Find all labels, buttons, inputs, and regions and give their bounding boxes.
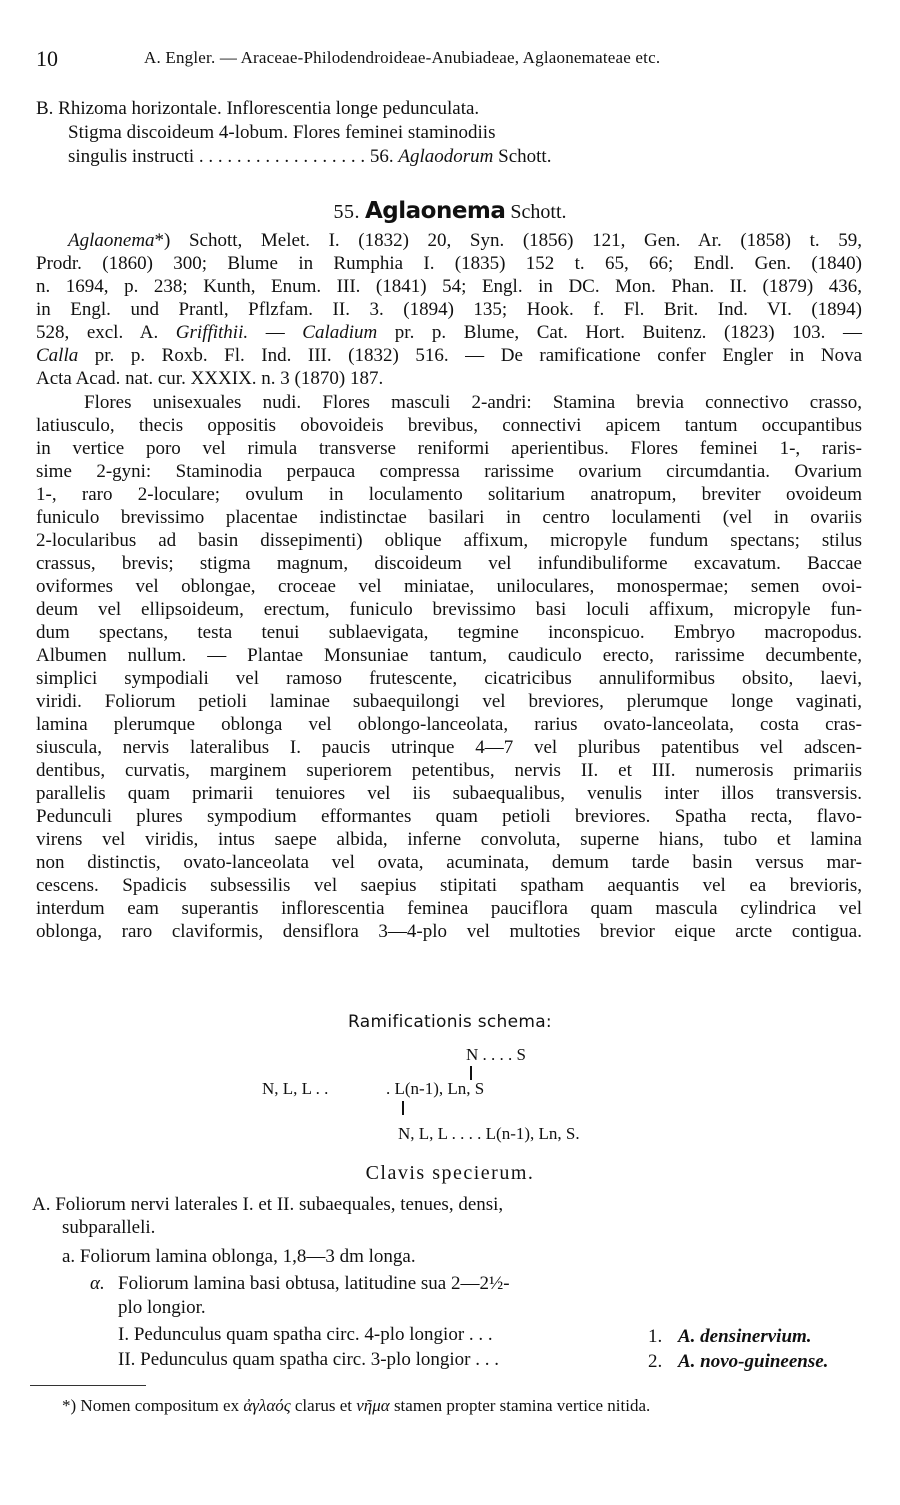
- footnote: *) Nomen compositum ex ἀγλαός clarus et νῆμα stamen propter stamina vertice nitida.: [62, 1396, 651, 1415]
- description-line-22: cescens. Spadicis subsessilis vel saepius stipitati spatham aequantis vel ea brevioris,: [36, 875, 862, 896]
- key-b-line-2: Stigma discoideum 4-lobum. Flores feminei staminodiis: [68, 122, 496, 143]
- key-II-species: A. novo-guineense.: [678, 1351, 829, 1372]
- description-line-14: viridi. Foliorum petioli laminae subaequilongi vel breviores, plerumque longe vaginati,: [36, 691, 862, 712]
- description-line-5: 1-, raro 2-loculare; ovulum in loculamento solitarium anatropum, breviter ovoideum: [36, 484, 862, 505]
- key-I-number: 1.: [648, 1326, 663, 1347]
- description-line-1: Flores unisexuales nudi. Flores masculi 2-andri: Stamina brevia connectivo crasso,: [84, 392, 862, 413]
- description-line-13: simplici sympodiali vel ramoso frutescente, cicatricibus annuliformibus obsito, laevi,: [36, 668, 862, 689]
- schema-row-3: N, L, L . . . . L(n-1), Ln, S.: [398, 1124, 580, 1143]
- schema-connector-2: [402, 1101, 404, 1115]
- page-number: 10: [36, 46, 58, 71]
- synonymy-genus: Aglaonema: [68, 230, 155, 251]
- description-line-15: lamina plerumque oblonga vel oblongo-lanceolata, rarius ovato-lanceolata, costa cras-: [36, 714, 862, 735]
- description-line-21: non distinctis, ovato-lanceolata vel ovata, acuminata, demum tarde basin versus mar-: [36, 852, 862, 873]
- schema-row-1: N . . . . S: [466, 1045, 526, 1064]
- footnote-rule: [30, 1385, 146, 1386]
- description-line-7: 2-locularibus ad basin dissepimenti) oblique affixum, micropyle fundum spectans; stilus: [36, 530, 862, 551]
- description-line-23: interdum eam superantis inflorescentia feminea pauciflora quam mascula cylindrica vel: [36, 898, 862, 919]
- description-line-12: Albumen nullum. — Plantae Monsuniae tantum, caudiculo erecto, rarissime decumbente,: [36, 645, 862, 666]
- key-b-genus: Aglaodorum: [398, 146, 494, 167]
- description-line-2: latiusculo, thecis oppositis obovoideis brevibus, connectivi apicem tantum occupantibus: [36, 415, 862, 436]
- description-line-19: Pedunculi plures sympodium efformantes quam petioli breviores. Spatha recta, flavo-: [36, 806, 862, 827]
- key-I-text: I. Pedunculus quam spatha circ. 4-plo longior . . .: [118, 1324, 493, 1345]
- description-line-9: oviformes vel oblongae, croceae vel miniatae, uniloculares, monospermae; semen ovoi-: [36, 576, 862, 597]
- key-I-species: A. densinervium.: [678, 1326, 812, 1347]
- clavis-title: Clavis specierum.: [365, 1162, 535, 1184]
- key-alpha-marker: α.: [90, 1273, 105, 1294]
- footnote-greek-1: ἀγλαός: [243, 1396, 291, 1415]
- schema-connector-1: [470, 1066, 472, 1080]
- description-line-8: crassus, brevis; stigma magnum, discoideum vel infundibuliforme excavatum. Baccae: [36, 553, 862, 574]
- key-b-line-3: [68, 146, 551, 168]
- genus-number: 55.: [333, 201, 360, 223]
- running-title: A. Engler. — Araceae-Philodendroideae-Anubiadeae, Aglaonemateae etc.: [144, 48, 661, 67]
- description-line-18: parallelis quam primarii tenuiores vel iis subaequalibus, venulis inter illos transversis.: [36, 783, 862, 804]
- key-a-line-1: A. Foliorum nervi laterales I. et II. subaequales, tenues, densi,: [32, 1194, 504, 1215]
- description-line-4: sime 2-gyni: Staminodia perpauca compressa rarissime ovarium circumdantia. Ovarium: [36, 461, 862, 482]
- key-II-text: II. Pedunculus quam spatha circ. 3-plo longior . . .: [118, 1349, 499, 1370]
- genus-name: Aglaonema: [364, 198, 506, 224]
- running-head: [36, 46, 661, 72]
- key-alpha-line-1: Foliorum lamina basi obtusa, latitudine sua 2—2½-: [118, 1273, 510, 1294]
- schema-row-2-right: . L(n-1), Ln, S: [386, 1079, 485, 1098]
- footnote-greek-2: νῆμα: [356, 1396, 390, 1415]
- synonymy-line-3: n. 1694, p. 238; Kunth, Enum. III. (1841) 54; Engl. in DC. Mon. Phan. II. (1879) 436,: [36, 276, 862, 297]
- schema-row-2-left: N, L, L . .: [262, 1079, 329, 1098]
- footnote-marker: *): [62, 1396, 77, 1415]
- description-line-16: siuscula, nervis lateralibus I. paucis utrinque 4—7 vel pluribus patentibus vel adscen-: [36, 737, 862, 758]
- description-line-11: dum spectans, testa tenui sublaevigata, tegmine inconspicuo. Embryo macropodus.: [36, 622, 862, 643]
- description-line-6: funiculo brevissimo placentae indistinctae basilari in centro loculamenti (vel in ovariis: [36, 507, 862, 528]
- key-II-number: 2.: [648, 1351, 663, 1372]
- description-line-24: oblonga, raro claviformis, densiflora 3—4-plo vel multoties brevior eique arcte contigua.: [36, 921, 862, 942]
- description-line-10: deum vel ellipsoideum, erectum, funiculo brevissimo basi loculi affixum, micropyle fun-: [36, 599, 862, 620]
- key-b-line-3-text: singulis instructi . . . . . . . . . . . . . . . . . . 56.: [68, 146, 394, 167]
- key-b-line-1: B. Rhizoma horizontale. Inflorescentia longe pedunculata.: [36, 98, 480, 119]
- synonymy-line-5: 528, excl. A. Griffithii. — Caladium pr. p. Blume, Cat. Hort. Buitenz. (1823) 103. —: [36, 322, 863, 343]
- key-alpha-line-2: plo longior.: [118, 1297, 206, 1318]
- schema-title: Ramificationis schema:: [348, 1012, 552, 1032]
- key-b-author: Schott.: [498, 146, 552, 167]
- description-line-3: in vertice poro vel rimula transverse reniformi aperientibus. Flores feminei 1-, raris-: [36, 438, 862, 459]
- genus-heading: [0, 198, 900, 224]
- description-line-17: dentibus, curvatis, marginem superiorem petentibus, nervis II. et III. numerosis primariis: [36, 760, 862, 781]
- description-line-20: virens vel viridis, intus saepe albida, inferne convoluta, superne hians, tubo et lamina: [36, 829, 862, 850]
- synonymy-line-1: Aglaonema*) Schott, Melet. I. (1832) 20, Syn. (1856) 121, Gen. Ar. (1858) t. 59,: [68, 230, 862, 251]
- genus-author: Schott.: [510, 201, 567, 223]
- synonymy-line-2: Prodr. (1860) 300; Blume in Rumphia I. (1835) 152 t. 65, 66; Endl. Gen. (1840): [36, 253, 862, 274]
- synonymy-line-4: in Engl. und Prantl, Pflzfam. II. 3. (1894) 135; Hook. f. Fl. Brit. Ind. VI. (1894): [36, 299, 862, 320]
- synonymy-line-6: Calla pr. p. Roxb. Fl. Ind. III. (1832) 516. — De ramificatione confer Engler in Nova: [36, 345, 862, 366]
- synonymy-line-7: Acta Acad. nat. cur. XXXIX. n. 3 (1870) 187.: [36, 368, 384, 389]
- key-a-line-2: subparalleli.: [62, 1217, 156, 1238]
- key-a-lower-line: a. Foliorum lamina oblonga, 1,8—3 dm longa.: [62, 1246, 416, 1267]
